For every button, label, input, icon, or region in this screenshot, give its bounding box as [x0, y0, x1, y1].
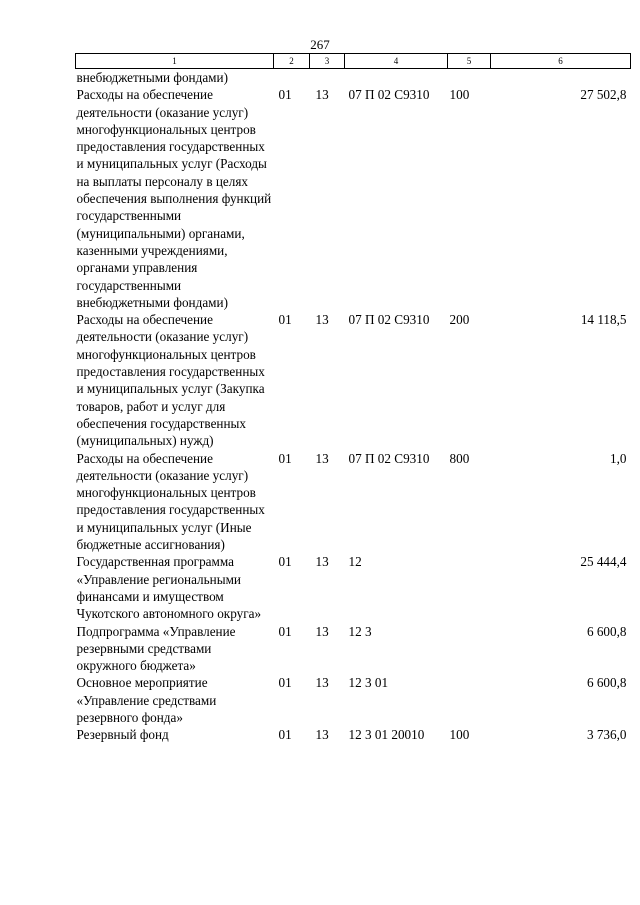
row-amount: [491, 69, 631, 87]
row-amount: 3 736,0: [586, 727, 627, 743]
column-header: 5: [448, 54, 491, 69]
row-target-article: 12: [348, 554, 362, 570]
table-row: [76, 623, 631, 675]
row-expense-type: 100: [449, 727, 470, 743]
column-number-row: [76, 54, 631, 69]
table-row: [76, 450, 631, 554]
row-section-code: 01: [278, 675, 292, 691]
table-body: [76, 69, 631, 744]
row-subsection-code: 13: [315, 450, 329, 466]
row-section-code: 01: [278, 554, 292, 570]
row-description: Расходы на обеспечение деятельности (оказание услуг) многофункциональных центров предоставления государственных и муниципальных услуг (Закупка товаров, работ и услуг для обеспечения государственных (муниципальных) нужд): [76, 312, 265, 449]
column-header: 4: [345, 54, 448, 69]
row-subsection-code: 13: [315, 623, 329, 639]
row-amount: 1,0: [610, 450, 627, 466]
row-target-article: [345, 69, 448, 87]
page-number: 267: [310, 37, 330, 52]
row-section-code: 01: [278, 450, 292, 466]
row-description: Государственная программа «Управление региональными финансами и имуществом Чукотского автономного округа»: [76, 554, 262, 622]
row-amount: 6 600,8: [586, 675, 627, 691]
row-section-code: 01: [278, 727, 292, 743]
row-target-article: 07 П 02 С9310: [348, 87, 430, 103]
row-target-article: 12 3 01: [348, 675, 389, 691]
row-amount: 27 502,8: [580, 87, 627, 103]
row-description: Подпрограмма «Управление резервными средствами окружного бюджета»: [76, 623, 236, 674]
column-header: 2: [274, 54, 310, 69]
row-amount: 25 444,4: [580, 554, 627, 570]
table-row: [76, 86, 631, 311]
table-row: [76, 726, 631, 743]
row-description: Расходы на обеспечение деятельности (оказание услуг) многофункциональных центров предоставления государственных и муниципальных услуг (Иные бюджетные ассигнования): [76, 450, 265, 553]
row-expense-type: [448, 69, 491, 87]
row-expense-type: 800: [449, 450, 470, 466]
table-row: [76, 69, 631, 87]
row-amount: 6 600,8: [586, 623, 627, 639]
column-header: 1: [76, 54, 274, 69]
row-expense-type: [448, 623, 491, 675]
row-subsection-code: 13: [315, 554, 329, 570]
row-expense-type: [448, 553, 491, 622]
row-amount: 14 118,5: [580, 312, 627, 328]
column-header: 3: [310, 54, 345, 69]
row-target-article: 12 3 01 20010: [348, 727, 425, 743]
table-row: [76, 553, 631, 622]
row-subsection-code: 13: [315, 675, 329, 691]
row-section-code: 01: [278, 623, 292, 639]
table-row: [76, 674, 631, 726]
row-target-article: 07 П 02 С9310: [348, 450, 430, 466]
row-section-code: [274, 69, 310, 87]
column-header: 6: [491, 54, 631, 69]
row-target-article: 07 П 02 С9310: [348, 312, 430, 328]
budget-table: [75, 53, 631, 744]
row-subsection-code: 13: [315, 727, 329, 743]
row-section-code: 01: [278, 312, 292, 328]
table-row: [76, 311, 631, 449]
row-description: Расходы на обеспечение деятельности (оказание услуг) многофункциональных центров предоставления государственных и муниципальных услуг (Расходы на выплаты персоналу в целях обеспечения выполнения функций государственными (муниципальными) органами, казенными учреждениями, органами управления государственными внебюджетными фондами): [76, 87, 272, 310]
row-expense-type: [448, 674, 491, 726]
row-description: Резервный фонд: [76, 727, 169, 743]
row-expense-type: 100: [449, 87, 470, 103]
row-description: Основное мероприятие «Управление средствами резервного фонда»: [76, 675, 217, 725]
row-expense-type: 200: [449, 312, 470, 328]
row-description: внебюджетными фондами): [76, 70, 228, 85]
row-subsection-code: 13: [315, 87, 329, 103]
row-target-article: 12 3: [348, 623, 372, 639]
row-section-code: 01: [278, 87, 292, 103]
row-subsection-code: [310, 69, 345, 87]
row-subsection-code: 13: [315, 312, 329, 328]
